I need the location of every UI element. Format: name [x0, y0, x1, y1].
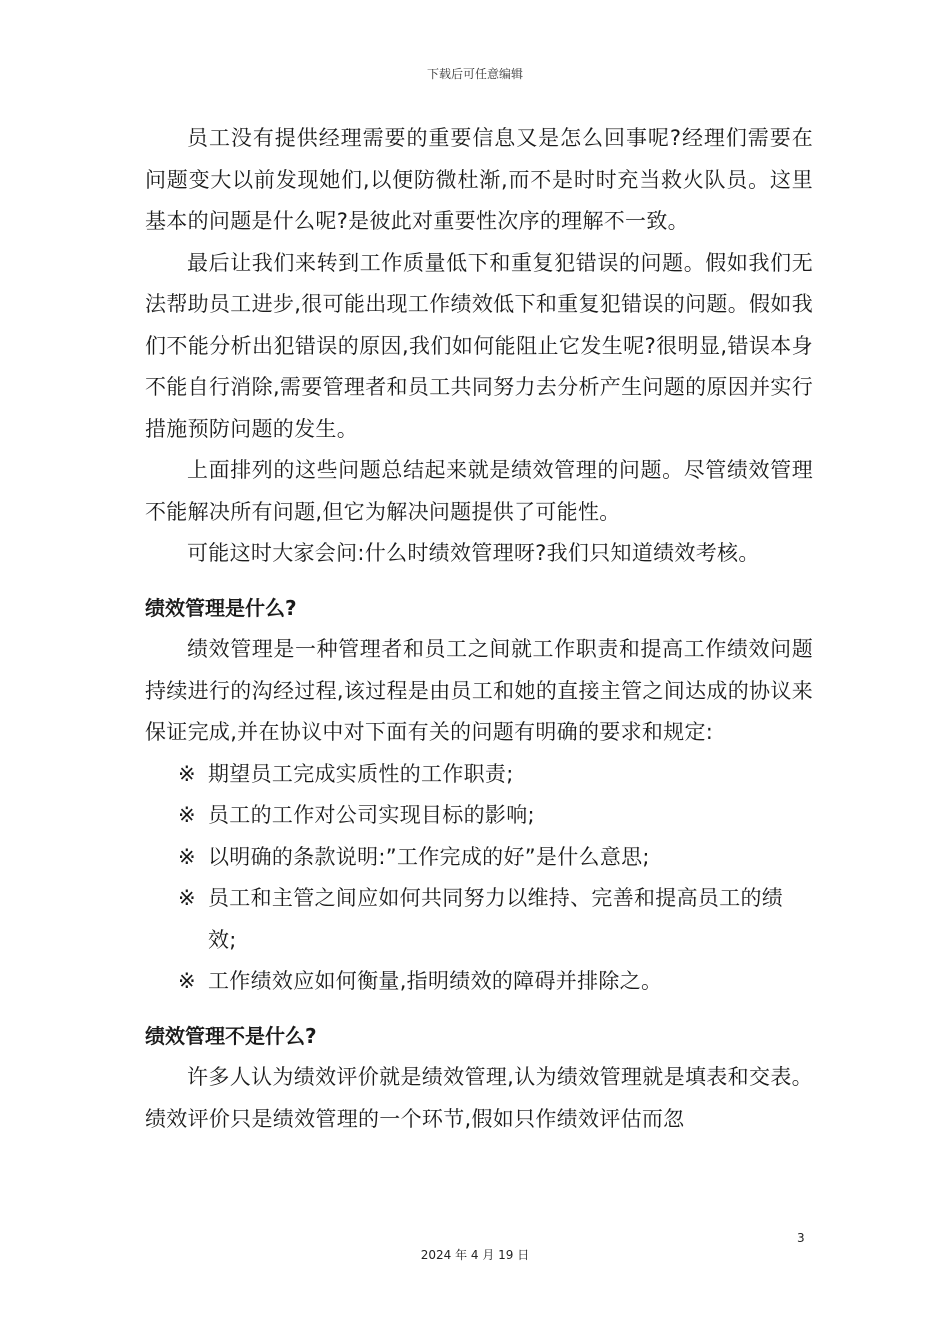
document-body — [145, 118, 813, 1140]
section-heading: 绩效管理是什么? — [145, 595, 297, 620]
list-item-text: 员工的工作对公司实现目标的影响; — [208, 803, 535, 827]
requirements-list — [145, 754, 813, 1003]
section-heading: 绩效管理不是什么? — [145, 1023, 317, 1048]
list-item-text: 工作绩效应如何衡量,指明绩效的障碍并排除之。 — [208, 969, 663, 993]
paragraph: 许多人认为绩效评价就是绩效管理,认为绩效管理就是填表和交表。绩效评价只是绩效管理的一个环节,假如只作绩效评估而忽 — [145, 1065, 813, 1131]
paragraph: 最后让我们来转到工作质量低下和重复犯错误的问题。假如我们无法帮助员工进步,很可能出现工作绩效低下和重复犯错误的问题。假如我们不能分析出犯错误的原因,我们如何能阻止它发生呢?很明显,错误本身不能自行消除,需要管理者和员工共同努力去分析产生问题的原因并实行措施预防问题的发生。 — [145, 250, 813, 441]
header-note: 下载后可任意编辑 — [426, 67, 523, 81]
paragraph: 可能这时大家会问:什么时绩效管理呀?我们只知道绩效考核。 — [187, 541, 760, 565]
reference-mark-icon: ※ — [178, 844, 196, 869]
list-item-text: 期望员工完成实质性的工作职责; — [208, 761, 514, 786]
list-item — [145, 837, 813, 879]
list-item-text: 员工和主管之间应如何共同努力以维持、完善和提高员工的绩效; — [208, 886, 784, 952]
page-number: 3 — [797, 1231, 805, 1245]
reference-mark-icon: ※ — [178, 761, 196, 786]
reference-mark-icon: ※ — [178, 803, 196, 827]
footer-date: 2024 年 4 月 19 日 — [420, 1248, 530, 1262]
list-item — [145, 795, 813, 837]
paragraph: 员工没有提供经理需要的重要信息又是怎么回事呢?经理们需要在问题变大以前发现她们,以便防微杜渐,而不是时时充当救火队员。这里基本的问题是什么呢?是彼此对重要性次序的理解不一致。 — [145, 126, 813, 233]
reference-mark-icon: ※ — [178, 886, 196, 910]
reference-mark-icon: ※ — [178, 969, 196, 993]
list-item-text: 以明确的条款说明:”工作完成的好”是什么意思; — [208, 844, 650, 869]
list-item — [145, 754, 813, 796]
paragraph: 绩效管理是一种管理者和员工之间就工作职责和提高工作绩效问题持续进行的沟经过程,该过程是由员工和她的直接主管之间达成的协议来保证完成,并在协议中对下面有关的问题有明确的要求和规定: — [145, 637, 813, 744]
list-item — [145, 878, 813, 961]
list-item — [145, 961, 813, 1003]
paragraph: 上面排列的这些问题总结起来就是绩效管理的问题。尽管绩效管理不能解决所有问题,但它为解决问题提供了可能性。 — [145, 458, 813, 524]
